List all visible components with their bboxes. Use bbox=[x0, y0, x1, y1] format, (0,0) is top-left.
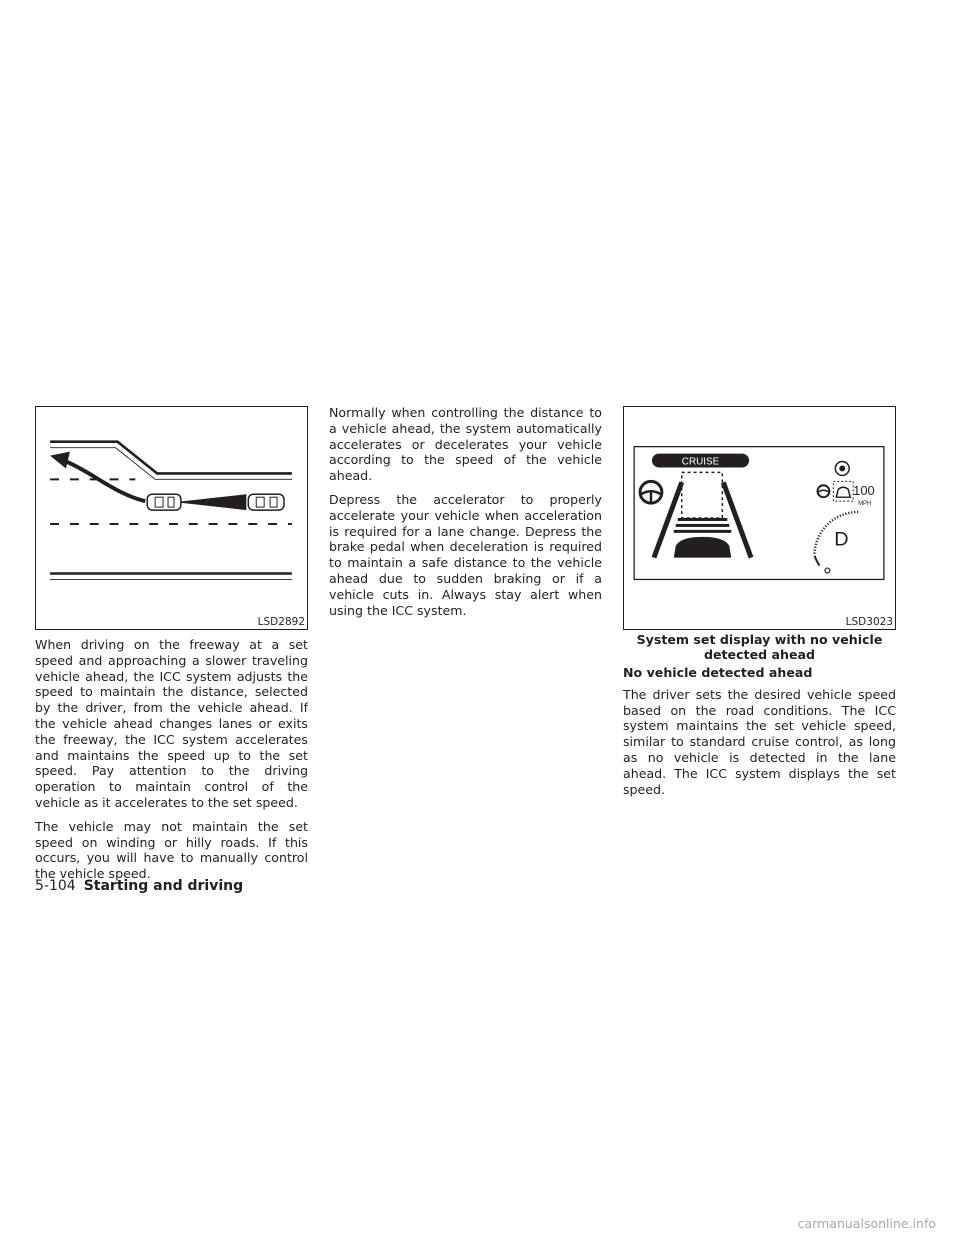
figure-caption bbox=[623, 633, 896, 662]
radar-beam bbox=[175, 494, 246, 510]
lane-change-path bbox=[66, 462, 145, 502]
distance-bar-1 bbox=[678, 518, 728, 521]
gear-indicator: D bbox=[834, 528, 849, 551]
road-edge-upper bbox=[50, 442, 292, 474]
column-3 bbox=[623, 665, 896, 805]
sensor-icon-dot bbox=[839, 465, 845, 471]
own-vehicle-rear bbox=[674, 537, 731, 558]
steering-assist-icon bbox=[817, 485, 829, 497]
freeway-illustration bbox=[35, 406, 308, 630]
distance-bar-3 bbox=[674, 530, 731, 533]
speed-unit: MPH bbox=[858, 501, 872, 508]
detection-box bbox=[682, 472, 723, 518]
distance-bar-2 bbox=[676, 524, 730, 527]
arrow-head bbox=[50, 452, 70, 469]
icc-display-figure bbox=[623, 406, 896, 630]
set-speed-value: 100 bbox=[853, 483, 875, 499]
column-1 bbox=[35, 637, 308, 890]
steering-wheel-icon bbox=[640, 481, 662, 503]
vehicle-icon bbox=[836, 487, 850, 497]
own-vehicle bbox=[147, 494, 181, 510]
set-speed-vehicle-box bbox=[833, 481, 853, 501]
paragraph: When driving on the freeway at a set speed and approaching a slower traveling vehicle ahead, the ICC system adjusts the speed to maintain the distance, selected by the driver, from the vehicle ahead. If the vehicle ahead changes lanes or exits the freeway, the ICC system accelerates and maintains the speed up to the set speed. Pay attention to the driving operation to maintain control of the vehicle as it accelerates to the set speed. bbox=[35, 637, 308, 810]
page-number: 5-104 bbox=[35, 878, 76, 894]
caption-line-2: detected ahead bbox=[703, 646, 816, 662]
paragraph: The vehicle may not maintain the set speed on winding or hilly roads. If this occurs, you will have to manually control the vehicle speed. bbox=[35, 818, 308, 882]
paragraph: The driver sets the desired vehicle speed based on the road conditions. The ICC system maintains the set vehicle speed, similar to standard cruise control, as long as no vehicle is detected in the lane ahead. The ICC system displays the set speed. bbox=[623, 686, 896, 797]
eco-indicator-icon bbox=[825, 568, 830, 573]
watermark[interactable]: carmanualsonline.info bbox=[797, 1216, 936, 1231]
icc-display-diagram bbox=[624, 407, 895, 629]
page-footer bbox=[35, 878, 243, 894]
cruise-label: CRUISE bbox=[681, 456, 720, 468]
section-heading: No vehicle detected ahead bbox=[623, 665, 813, 680]
column-2 bbox=[329, 405, 602, 626]
freeway-diagram bbox=[36, 407, 307, 629]
paragraph: Depress the accelerator to properly accelerate your vehicle when acceleration is required for a lane change. Depress the brake pedal when deceleration is required to maintain a safe distance to the vehicle ahead due to sudden braking or if a vehicle cuts in. Always stay alert when using the ICC system. bbox=[329, 491, 602, 618]
figure-id: LSD2892 bbox=[257, 616, 305, 628]
vehicle-ahead bbox=[248, 494, 284, 510]
figure-id: LSD3023 bbox=[845, 616, 893, 628]
caption-line-1: System set display with no vehicle bbox=[636, 632, 883, 647]
section-title: Starting and driving bbox=[83, 878, 244, 894]
paragraph: Normally when controlling the distance to a vehicle ahead, the system automatically accelerates or decelerates your vehicle according to the speed of the vehicle ahead. bbox=[329, 405, 602, 484]
gauge-arc-lower bbox=[815, 556, 820, 566]
